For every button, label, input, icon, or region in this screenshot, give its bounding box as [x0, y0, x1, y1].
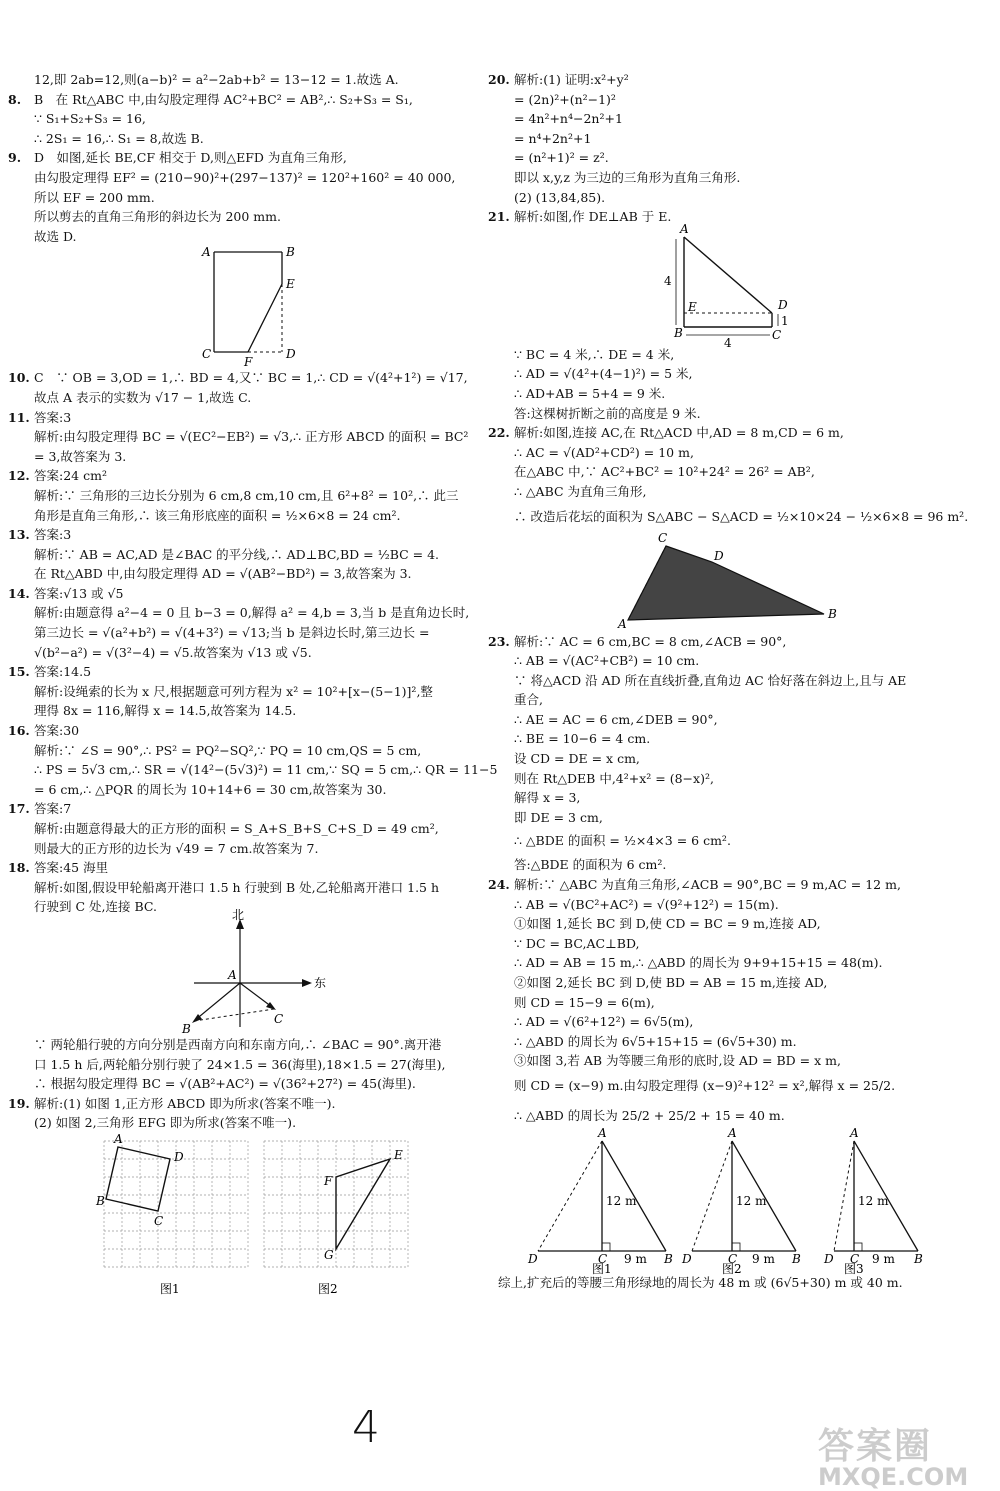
- text-line: 解析:由勾股定理得 BC = √(EC²−EB²) = √3,∴ 正方形 ABCD 的面积 = BC²: [34, 429, 469, 445]
- text-line: ∴ 2S₁ = 16,∴ S₁ = 8,故选 B.: [34, 130, 204, 146]
- answer-24: [488, 875, 988, 895]
- page-number: 4: [352, 1402, 380, 1453]
- text-line: (2) 如图 2,三角形 EFG 即为所求(答案不唯一).: [34, 1115, 297, 1131]
- text-line: 解析:如图,假设甲轮船离开港口 1.5 h 行驶到 B 处,乙轮船离开港口 1.5 h: [34, 879, 440, 895]
- label-C: C: [772, 327, 782, 342]
- text-line: 答:这棵树折断之前的高度是 9 米.: [514, 405, 701, 421]
- text-line: 第三边长 = √(a²+b²) = √(4+3²) = √13;当 b 是斜边长时,第三边长 =: [34, 625, 430, 641]
- text-line: 12,即 2ab=12,则(a−b)² = a²−2ab+b² = 13−12 = 1.故选 A.: [34, 72, 399, 87]
- question-number: 19.: [8, 1095, 30, 1111]
- text-line: = 3,故答案为 3.: [34, 448, 127, 464]
- text-line: 答案:30: [34, 723, 80, 739]
- text-line: 所以剪去的直角三角形的斜边长为 200 mm.: [34, 209, 281, 225]
- text-line: = (n²+1)² = z².: [514, 150, 609, 166]
- text-line: ∴ AD+AB = 5+4 = 9 米.: [514, 385, 666, 401]
- text-line: ∴ PS = 5√3 cm,∴ SR = √(14²−(5√3)²) = 11 cm,∵ SQ = 5 cm,∴ QR = 11−5: [34, 762, 498, 778]
- text-line: ∵ S₁+S₂+S₃ = 16,: [34, 111, 146, 127]
- text-line: ∴ AD = √(4²+(4−1)²) = 5 米,: [514, 366, 693, 382]
- text-line: 解析:设绳索的长为 x 尺,根据题意可列方程为 x² = 10²+[x−(5−1)]²,整: [34, 683, 433, 699]
- text-line: 解得 x = 3,: [514, 790, 581, 806]
- figure-q22: [488, 532, 988, 632]
- label-C: C: [658, 530, 668, 545]
- question-number: 15.: [8, 664, 30, 680]
- label-E: E: [688, 299, 697, 314]
- label-one: 1: [781, 313, 789, 328]
- text-line: ②如图 2,延长 BC 到 D,使 BD = AB = 15 m,连接 AD,: [514, 975, 828, 990]
- text-line: ∴ BE = 10−6 = 4 cm.: [514, 731, 651, 747]
- label-D: D: [778, 297, 788, 312]
- question-number: 24.: [488, 877, 510, 893]
- label-C: C: [850, 1251, 860, 1266]
- question-number: 14.: [8, 585, 30, 601]
- text-line: D 如图,延长 BE,CF 相交于 D,则△EFD 为直角三角形,: [34, 150, 347, 166]
- question-number: 10.: [8, 370, 30, 386]
- question-number: 17.: [8, 801, 30, 817]
- text-line: ∴ AE = AC = 6 cm,∠DEB = 90°,: [514, 711, 718, 727]
- text-line: ∴ △ABD 的周长为 25/2 + 25/2 + 15 = 40 m.: [514, 1107, 785, 1123]
- question-number: 12.: [8, 468, 30, 484]
- label-D: D: [682, 1251, 692, 1266]
- text-line: 则 CD = 15−9 = 6(m),: [514, 994, 655, 1010]
- text-line: (2) (13,84,85).: [514, 189, 606, 205]
- question-number: 21.: [488, 209, 510, 225]
- text-line: 所以 EF = 200 mm.: [34, 189, 155, 205]
- text-line: ∴ △ABD 的周长为 6√5+15+15 = (6√5+30) m.: [514, 1033, 797, 1049]
- text-line: 解析:(1) 如图 1,正方形 ABCD 即为所求(答案不唯一).: [34, 1095, 336, 1111]
- label-B: B: [914, 1251, 923, 1266]
- label-north: 北: [232, 907, 245, 922]
- text-line: 答案:24 cm²: [34, 468, 107, 484]
- figure-q24: [488, 1125, 988, 1276]
- text-line: ∴ AD = √(6²+12²) = 6√5(m),: [514, 1014, 694, 1030]
- label-base: 9 m: [872, 1251, 895, 1266]
- answer-8: [8, 90, 478, 110]
- text-line: = 4n²+n⁴−2n²+1: [514, 111, 623, 127]
- text-line: 答案:45 海里: [34, 860, 109, 876]
- label-A: A: [618, 616, 627, 631]
- label-A: A: [850, 1125, 859, 1140]
- left-column: [8, 70, 498, 1303]
- answer-11: [8, 408, 478, 428]
- caption-fig1: 图1: [592, 1261, 612, 1276]
- label-D: D: [528, 1251, 538, 1266]
- text-line: 重合,: [514, 692, 543, 708]
- figure-q21: [488, 221, 988, 350]
- text-line: = 6 cm,∴ △PQR 的周长为 10+14+6 = 30 cm,故答案为 30.: [34, 781, 387, 797]
- label-east: 东: [314, 975, 327, 990]
- question-number: 22.: [488, 425, 510, 441]
- question-number: 9.: [8, 150, 22, 166]
- label-B: B: [182, 1021, 191, 1036]
- label-base: 9 m: [752, 1251, 775, 1266]
- answer-15: [8, 662, 478, 682]
- text-line: ∴ AC = √(AD²+CD²) = 10 m,: [514, 444, 694, 460]
- label-D: D: [174, 1149, 184, 1164]
- answer-9: [8, 148, 478, 168]
- text-line: C ∵ OB = 3,OD = 1,∴ BD = 4,又∵ BC = 1,∴ CD = √(4²+1²) = √17,: [34, 370, 468, 386]
- text-line: 答案:3: [34, 409, 72, 425]
- text-line: ∵ 将△ACD 沿 AD 所在直线折叠,直角边 AC 恰好落在斜边上,且与 AE: [514, 672, 907, 688]
- question-number: 23.: [488, 633, 510, 649]
- rectangle-diagram: [8, 246, 478, 368]
- text-line: 答案:√13 或 √5: [34, 585, 124, 601]
- label-E: E: [394, 1147, 403, 1162]
- caption-fig1: 图1: [160, 1281, 180, 1296]
- label-C: C: [728, 1251, 738, 1266]
- answer-12: [8, 466, 478, 486]
- label-D: D: [286, 347, 296, 362]
- answer-22: [488, 423, 988, 443]
- answer-23: [488, 632, 988, 652]
- text-line: 解析:由题意得 a²−4 = 0 且 b−3 = 0,解得 a² = 4,b = 3,当 b 是直角边长时,: [34, 605, 470, 621]
- text-line: ∴ 根据勾股定理得 BC = √(AB²+AC²) = √(36²+27²) = 45(海里).: [34, 1076, 416, 1092]
- text-line: = (2n)²+(n²−1)²: [514, 91, 616, 107]
- text-line: 解析:如图,连接 AC,在 Rt△ACD 中,AD = 8 m,CD = 6 m,: [514, 425, 844, 441]
- label-A: A: [114, 1131, 123, 1146]
- label-A: A: [598, 1125, 607, 1140]
- label-F: F: [244, 355, 253, 370]
- answer-14: [8, 584, 478, 604]
- text-line: 理得 8x = 116,解得 x = 14.5,故答案为 14.5.: [34, 703, 297, 719]
- label-E: E: [286, 277, 295, 292]
- text-line: ∴ AD = AB = 15 m,∴ △ABD 的周长为 9+9+15+15 = 48(m).: [514, 955, 883, 971]
- text-line: ③如图 3,若 AB 为等腰三角形的底时,设 AD = BD = x m,: [514, 1053, 841, 1069]
- label-C: C: [154, 1213, 164, 1228]
- text-line: ∴ AB = √(BC²+AC²) = √(9²+12²) = 15(m).: [514, 896, 779, 912]
- text-line: 在 Rt△ABD 中,由勾股定理得 AD = √(AB²−BD²) = 3,故答案为 3.: [34, 566, 412, 582]
- text-line: 故点 A 表示的实数为 √17 − 1,故选 C.: [34, 389, 252, 405]
- figure-q19: [8, 1133, 478, 1303]
- answer-10: [8, 368, 478, 388]
- label-G: G: [324, 1247, 334, 1262]
- text-line: 解析:∵ AB = AC,AD 是∠BAC 的平分线,∴ AD⊥BC,BD = ½BC = 4.: [34, 546, 440, 562]
- label-height: 4: [664, 273, 672, 288]
- triangles-diagram: [488, 1125, 988, 1276]
- label-A: A: [228, 967, 237, 982]
- text-line: ∵ BC = 4 米,∴ DE = 4 米,: [514, 346, 675, 362]
- question-number: 16.: [8, 723, 30, 739]
- text-line: ∴ 改造后花坛的面积为 S△ABC − S△ACD = ½×10×24 − ½×6×8 = 96 m².: [514, 508, 969, 524]
- watermark-text: 答案圈: [818, 1426, 933, 1467]
- text-line: √(b²−a²) = √(3²−4) = √5.故答案为 √13 或 √5.: [34, 644, 312, 660]
- right-column: [488, 70, 988, 1293]
- label-C: C: [274, 1011, 284, 1026]
- question-number: 13.: [8, 527, 30, 543]
- question-number: 20.: [488, 72, 510, 87]
- label-F: F: [324, 1173, 333, 1188]
- question-number: 8.: [8, 91, 22, 107]
- watermark: [818, 1418, 968, 1491]
- label-A: A: [680, 221, 689, 236]
- text-line: = n⁴+2n²+1: [514, 130, 592, 146]
- question-number: 18.: [8, 860, 30, 876]
- answer-13: [8, 525, 478, 545]
- label-height: 12 m: [736, 1193, 767, 1208]
- label-B: B: [664, 1251, 673, 1266]
- flowerbed-diagram: [488, 532, 988, 632]
- text-line: 解析:∵ AC = 6 cm,BC = 8 cm,∠ACB = 90°,: [514, 633, 787, 649]
- text-line: ∵ DC = BC,AC⊥BD,: [514, 935, 640, 951]
- answer-16: [8, 721, 478, 741]
- watermark-url: MXQE.COM: [818, 1463, 969, 1491]
- text-line: 行驶到 C 处,连接 BC.: [34, 899, 157, 915]
- label-base: 9 m: [624, 1251, 647, 1266]
- text-line: 解析:(1) 证明:x²+y²: [514, 72, 629, 87]
- label-C: C: [202, 347, 212, 362]
- text-line: ∵ 两轮船行驶的方向分别是西南方向和东南方向,∴ ∠BAC = 90°.离开港: [34, 1036, 442, 1052]
- text-line: 故选 D.: [34, 228, 77, 244]
- text-line: 解析:由题意得最大的正方形的面积 = S_A+S_B+S_C+S_D = 49 cm²,: [34, 821, 439, 836]
- text-line: ①如图 1,延长 BC 到 D,使 CD = BC = 9 m,连接 AD,: [514, 916, 821, 932]
- grid-diagrams: [8, 1133, 478, 1303]
- text-line: 综上,扩充后的等腰三角形绿地的周长为 48 m 或 (6√5+30) m 或 40 m.: [498, 1274, 903, 1290]
- question-number: 11.: [8, 409, 30, 425]
- answer-17: [8, 799, 478, 819]
- text-line: 即 DE = 3 cm,: [514, 809, 603, 825]
- text-line: 则最大的正方形的边长为 √49 = 7 cm.故答案为 7.: [34, 840, 319, 856]
- label-B: B: [792, 1251, 801, 1266]
- text-line: 则 CD = (x−9) m.由勾股定理得 (x−9)²+12² = x²,解得 x = 25/2.: [514, 1077, 896, 1093]
- label-B: B: [828, 606, 837, 621]
- text-line: 解析:∵ △ABC 为直角三角形,∠ACB = 90°,BC = 9 m,AC = 12 m,: [514, 877, 901, 893]
- answer-20: [488, 70, 988, 90]
- label-height: 12 m: [606, 1193, 637, 1208]
- text-line: ∴ △ABC 为直角三角形,: [514, 483, 647, 499]
- answer-19: [8, 1094, 478, 1114]
- label-height: 12 m: [858, 1193, 889, 1208]
- text-line: 答案:7: [34, 801, 72, 817]
- text-line: 角形是直角三角形,∴ 该三角形底座的面积 = ½×6×8 = 24 cm².: [34, 507, 401, 523]
- label-B: B: [96, 1193, 105, 1208]
- label-B: B: [286, 245, 295, 260]
- text-line: 答案:3: [34, 527, 72, 543]
- caption-fig2: 图2: [318, 1281, 338, 1296]
- label-D: D: [714, 548, 724, 563]
- label-D: D: [824, 1251, 834, 1266]
- text-line: 口 1.5 h 后,两轮船分别行驶了 24×1.5 = 36(海里),18×1.5 = 27(海里),: [34, 1056, 446, 1072]
- text-line: 则在 Rt△DEB 中,4²+x² = (8−x)²,: [514, 770, 714, 786]
- text-line: 答:△BDE 的面积为 6 cm².: [514, 857, 667, 873]
- tree-diagram: [488, 221, 988, 350]
- text-line: 解析:∵ ∠S = 90°,∴ PS² = PQ²−SQ²,∵ PQ = 10 cm,QS = 5 cm,: [34, 742, 422, 758]
- answer-21: [488, 207, 988, 227]
- caption-fig2: 图2: [722, 1261, 742, 1276]
- answer-18: [8, 858, 478, 878]
- caption-fig3: 图3: [844, 1261, 864, 1276]
- text-line: 由勾股定理得 EF² = (210−90)²+(297−137)² = 120²+160² = 40 000,: [34, 169, 456, 185]
- text-line: 即以 x,y,z 为三边的三角形为直角三角形.: [514, 169, 741, 185]
- text-line: 解析:如图,作 DE⊥AB 于 E.: [514, 209, 672, 225]
- text-line: 答案:14.5: [34, 664, 92, 680]
- label-B: B: [674, 325, 683, 340]
- label-A: A: [202, 245, 211, 260]
- text-line: 在△ABC 中,∵ AC²+BC² = 10²+24² = 26² = AB²,: [514, 464, 815, 480]
- label-C: C: [598, 1251, 608, 1266]
- text-line: ∴ △BDE 的面积 = ½×4×3 = 6 cm².: [514, 833, 731, 849]
- text-line: ∴ AB = √(AC²+CB²) = 10 cm.: [514, 653, 700, 669]
- figure-q9: [8, 246, 478, 368]
- label-width: 4: [724, 335, 732, 350]
- label-A: A: [728, 1125, 737, 1140]
- text-line: 设 CD = DE = x cm,: [514, 751, 640, 767]
- text-line: 解析:∵ 三角形的三边长分别为 6 cm,8 cm,10 cm,且 6²+8² = 10²,∴ 此三: [34, 487, 459, 503]
- text-line: B 在 Rt△ABC 中,由勾股定理得 AC²+BC² = AB²,∴ S₂+S₃ = S₁,: [34, 91, 413, 107]
